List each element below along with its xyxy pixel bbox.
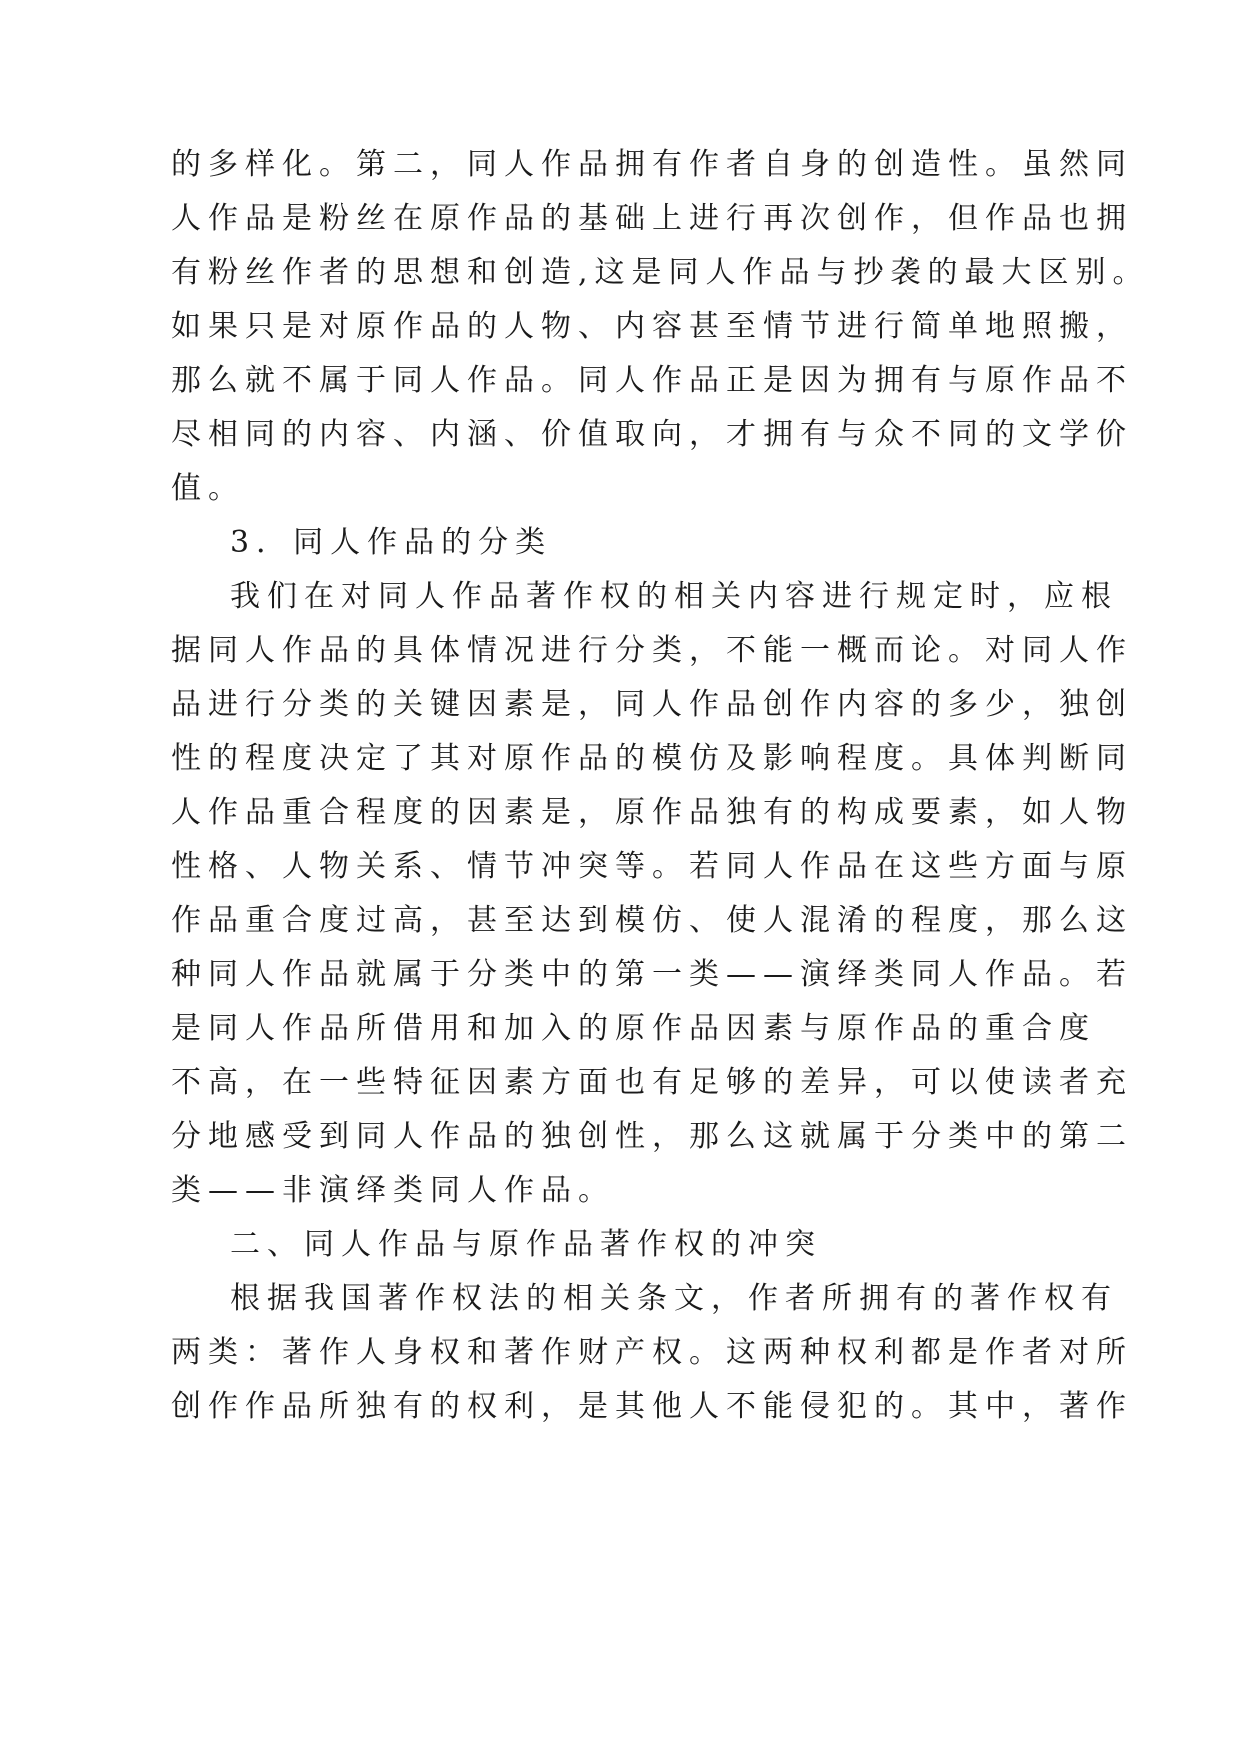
paragraph-line: 值。 (171, 471, 245, 506)
section-heading: 二、同人作品与原作品著作权的冲突 (230, 1227, 822, 1262)
paragraph-line: 据同人作品的具体情况进行分类，不能一概而论。对同人作 (171, 633, 1133, 668)
paragraph-line: 那么就不属于同人作品。同人作品正是因为拥有与原作品不 (171, 363, 1133, 398)
paragraph-line: 性格、人物关系、情节冲突等。若同人作品在这些方面与原 (171, 849, 1133, 884)
paragraph-line: 人作品重合程度的因素是，原作品独有的构成要素，如人物 (171, 795, 1133, 830)
paragraph-line: 人作品是粉丝在原作品的基础上进行再次创作，但作品也拥 (171, 201, 1133, 236)
section-heading: 3．同人作品的分类 (230, 525, 553, 560)
paragraph-line: 根据我国著作权法的相关条文，作者所拥有的著作权有 (230, 1281, 1118, 1316)
paragraph-line: 两类：著作人身权和著作财产权。这两种权利都是作者对所 (171, 1335, 1133, 1370)
paragraph-line: 是同人作品所借用和加入的原作品因素与原作品的重合度 (171, 1011, 1096, 1046)
paragraph-line: 不高，在一些特征因素方面也有足够的差异，可以使读者充 (171, 1065, 1133, 1100)
paragraph-line: 我们在对同人作品著作权的相关内容进行规定时，应根 (230, 579, 1118, 614)
paragraph-line: 种同人作品就属于分类中的第一类——演绎类同人作品。若 (171, 957, 1133, 992)
paragraph-line: 性的程度决定了其对原作品的模仿及影响程度。具体判断同 (171, 741, 1133, 776)
paragraph-line: 分地感受到同人作品的独创性，那么这就属于分类中的第二 (171, 1119, 1133, 1154)
paragraph-line: 品进行分类的关键因素是，同人作品创作内容的多少，独创 (171, 687, 1133, 722)
paragraph-line: 的多样化。第二，同人作品拥有作者自身的创造性。虽然同 (171, 147, 1133, 182)
paragraph-line: 尽相同的内容、内涵、价值取向，才拥有与众不同的文学价 (171, 417, 1133, 452)
paragraph-line: 有粉丝作者的思想和创造,这是同人作品与抄袭的最大区别。 (171, 255, 1150, 290)
paragraph-line: 如果只是对原作品的人物、内容甚至情节进行简单地照搬， (171, 309, 1133, 344)
paragraph-line: 创作作品所独有的权利，是其他人不能侵犯的。其中，著作 (171, 1389, 1133, 1424)
paragraph-line: 类——非演绎类同人作品。 (171, 1173, 615, 1208)
paragraph-line: 作品重合度过高，甚至达到模仿、使人混淆的程度，那么这 (171, 903, 1133, 938)
